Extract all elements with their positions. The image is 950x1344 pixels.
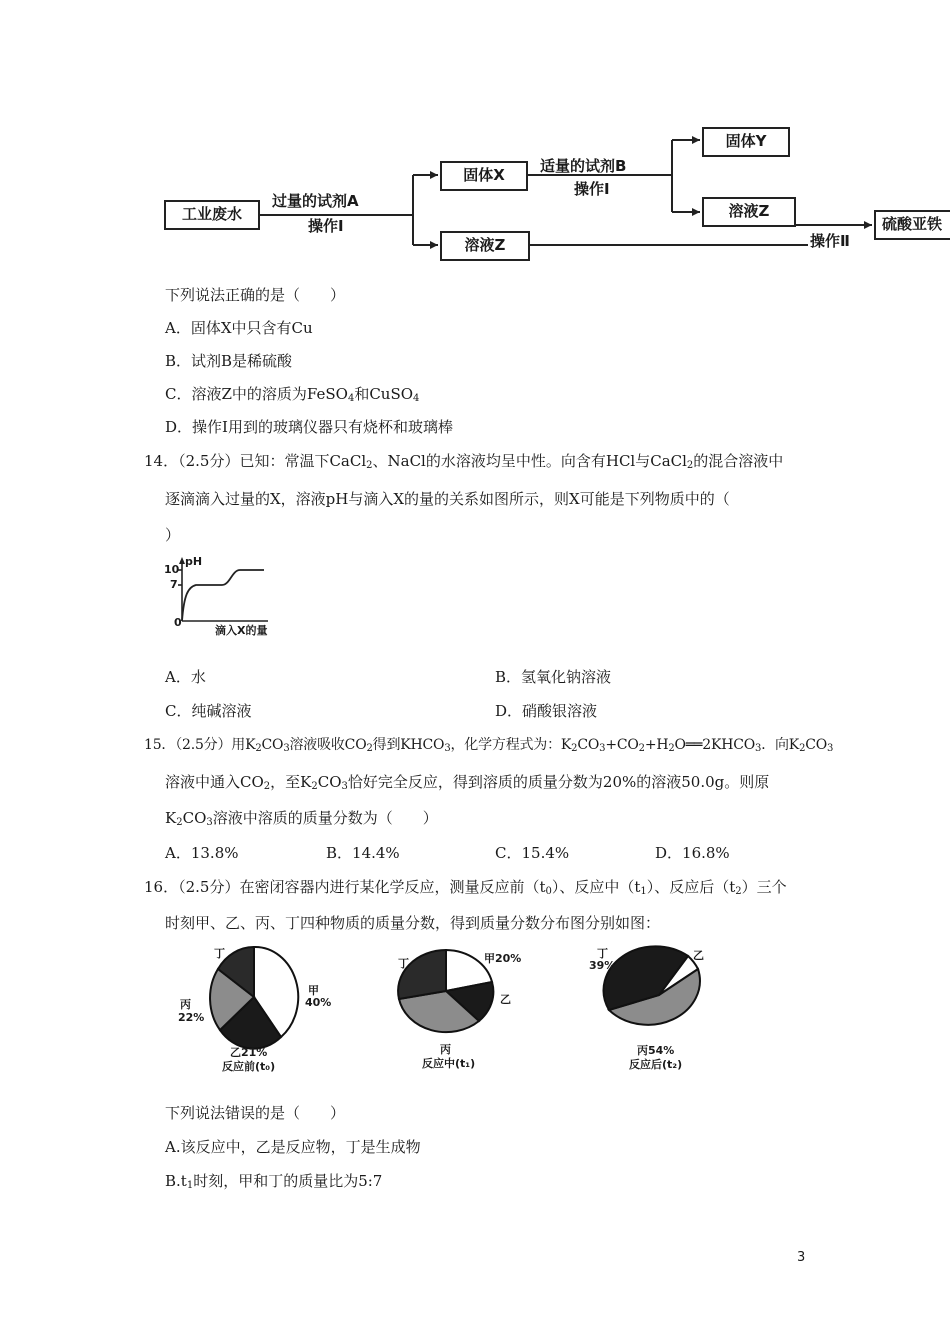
q15-option-b: B．14.4%: [326, 844, 400, 862]
q15-option-d: D．16.8%: [655, 844, 730, 862]
q14-option-b: B．氢氧化钠溶液: [495, 668, 612, 686]
ph-tick-7: 7: [170, 578, 178, 591]
ph-origin-0: 0: [174, 616, 182, 629]
q14-option-c: C．纯碱溶液: [165, 702, 252, 720]
q13-option-b: B．试剂B是稀硫酸: [165, 352, 293, 370]
q16-line-1: 16．（2.5分）在密闭容器内进行某化学反应，测量反应前$(t_0)$、反应中$(t_1)$、反应后$(t_2)$三个: [144, 878, 787, 897]
pie-chart-t1: [390, 945, 550, 1075]
pie-t1-caption: 反应中(t₁): [422, 1057, 476, 1070]
reagent-a-label: 过量的试剂A: [272, 192, 359, 210]
ph-axis-label: pH: [185, 555, 203, 568]
q14-line-3: ）: [165, 526, 181, 544]
flowchart-arrows: [0, 0, 950, 270]
q16-stem: 下列说法错误的是（ ）: [165, 1104, 346, 1122]
q14-line-1: 14．（2.5分）已知：常温下CaCl$_2$、NaCl的水溶液均呈中性。向含有HCl与CaCl$_2$的混合溶液中: [144, 452, 784, 471]
q15-line-2: 溶液中通入$CO_2$，至$K_2CO_3$恰好完全反应，得到溶质的质量分数为20%的溶液50.0g。则原: [165, 773, 770, 792]
pie-t1-label-bing: 丙: [440, 1043, 451, 1056]
pie-t0-label-bing: 丙: [180, 998, 191, 1011]
pie-t2-caption: 反应后(t₂): [629, 1058, 683, 1071]
q13-option-a: A．固体X中只含有Cu: [165, 319, 313, 337]
solid-y-box: 固体Y: [702, 127, 790, 157]
q15-line-3: $K_2CO_3$溶液中溶质的质量分数为（ ）: [165, 809, 438, 828]
pie-t2-label-yi: 乙: [693, 949, 704, 962]
pie-t1-label-ding: 丁: [398, 957, 409, 970]
flowchart: [0, 0, 950, 270]
page-number: 3: [797, 1250, 806, 1265]
q15-option-a: A．13.8%: [165, 844, 239, 862]
pie-chart-t2: [585, 945, 745, 1075]
ph-x-axis-label: 滴入X的量: [215, 624, 268, 637]
ph-tick-10: 10: [164, 563, 180, 576]
operation-2-label: 操作Ⅱ: [810, 232, 850, 250]
q15-option-c: C．15.4%: [495, 844, 570, 862]
solution-z-box-2: 溶液Z: [702, 197, 796, 227]
q16-option-b: $B.t_1$时刻，甲和丁的质量比为5:7: [165, 1172, 383, 1191]
q16-option-a: A.该反应中，乙是反应物，丁是生成物: [165, 1138, 421, 1156]
pie-t0-label-ding: 丁: [214, 947, 225, 960]
ferrous-sulfate-box: 硫酸亚铁: [874, 210, 950, 240]
q15-line-1: 15．（2.5分）用$K_2CO_3$溶液吸收$CO_2$得到$KHCO_3$，化学方程式为：$K_2CO_3+CO_2+H_2O══2KHCO_3$．向$K_2CO_3$: [144, 737, 834, 754]
solid-x-box: 固体X: [440, 161, 528, 191]
q16-line-2: 时刻甲、乙、丙、丁四种物质的质量分数，得到质量分数分布图分别如图：: [165, 914, 661, 932]
pie-t2-label-bing: 丙54%: [637, 1044, 675, 1057]
ph-graph: [160, 555, 300, 635]
pie-t0-caption: 反应前(t₀): [222, 1060, 276, 1073]
pie-t1-label-yi: 乙: [500, 993, 511, 1006]
pie-t0-label-bing-pct: 22%: [178, 1011, 205, 1024]
q14-option-d: D．硝酸银溶液: [495, 702, 598, 720]
operation-1-label-a: 操作Ⅰ: [308, 217, 344, 235]
operation-1-label-b: 操作Ⅰ: [574, 180, 610, 198]
waste-water-box: 工业废水: [164, 200, 260, 230]
q13-option-c: C．溶液Z中的溶质为FeSO$_4$和CuSO$_4$: [165, 385, 420, 404]
pie-t0-label-yi: 乙21%: [230, 1046, 268, 1059]
pie-t1-label-jia: 甲20%: [484, 952, 522, 965]
reagent-b-label: 适量的试剂B: [540, 157, 627, 175]
pie-t0-label-jia: 甲: [308, 984, 319, 997]
pie-t2-label-ding: 丁: [597, 947, 608, 960]
solution-z-box-1: 溶液Z: [440, 231, 530, 261]
q13-stem: 下列说法正确的是（ ）: [165, 286, 346, 304]
q14-option-a: A．水: [165, 668, 206, 686]
q14-line-2: 逐滴滴入过量的X，溶液pH与滴入X的量的关系如图所示，则X可能是下列物质中的（: [165, 490, 730, 508]
pie-t2-label-ding-pct: 39%: [589, 959, 616, 972]
pie-chart-t0: [170, 945, 340, 1075]
pie-t0-label-jia-pct: 40%: [305, 996, 332, 1009]
q13-option-d: D．操作I用到的玻璃仪器只有烧杯和玻璃棒: [165, 418, 453, 436]
